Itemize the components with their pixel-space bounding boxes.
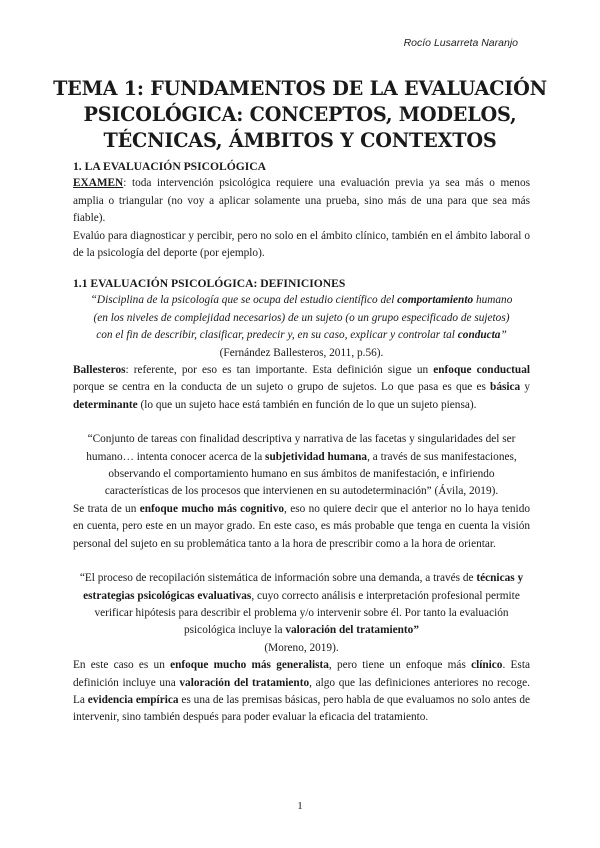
examen-label: EXAMEN [73, 177, 124, 190]
paragraph: EXAMEN: toda intervención psicológica requiere una evaluación previa ya sea más o menos amplia o triangular (no voy a aplicar solamente una prueba, sino más de una para que sea más fiable). [73, 177, 530, 225]
paragraph: En este caso es un enfoque mucho más generalista, pero tiene un enfoque más clínico. Esta definición incluye una valoración del tratamiento, algo que las definiciones anteriores no recoge. La evidencia empírica es una de las premisas básicas, pero habla de que evaluamos no solo antes de intervenir, sino también después para poder evaluar la eficacia del tratamiento. [73, 659, 530, 724]
title-line: TÉCNICAS, ÁMBITOS Y CONTEXTOS [103, 129, 497, 152]
paragraph: Evalúo para diagnosticar y percibir, pero no solo en el ámbito clínico, también en el ámbito laboral o de la psicología del deporte (por ejemplo). [73, 229, 530, 260]
section-1-1 [73, 275, 530, 727]
quote-2: “Conjunto de tareas con finalidad descriptiva y narrativa de las facetas y singularidades del ser humano… intenta conocer acerca de la subjetividad humana, a través de sus manifestaciones, observando el comportamiento humano en sus ámbitos de manifestación, e infiriendo características de los procesos que intervienen en su autodeterminación” (Ávila, 2019). [86, 433, 517, 498]
section-1 [73, 158, 530, 262]
quote-3: “El proceso de recopilación sistemática de información sobre una demanda, a través de técnicas y estrategias psicológicas evaluativas, cuyo correcto análisis e interpretación profesional permite verificar hipótesis para describir el problema y/o intervenir sobre él. Por tanto la evaluación psicológica incluye la valoración del tratamiento” [79, 572, 524, 637]
paragraph: Ballesteros: referente, por eso es tan importante. Esta definición sigue un enfoque conductual porque se centra en la conducta de un sujeto o grupo de sujetos. Lo que pasa es que es básica y determinante (lo que un sujeto hace está también en función de lo que un sujeto piensa). [73, 364, 530, 411]
title-line: PSICOLÓGICA: CONCEPTOS, MODELOS, [83, 103, 517, 126]
page-number: 1 [297, 800, 303, 812]
quote-1: “Disciplina de la psicología que se ocupa del estudio científico del comportamiento humano (en los niveles de complejidad necesarios) de un sujeto (o un grupo especificado de sujetos) con el fin de describir, clasificar, predecir y, en su caso, explicar y controlar tal conducta” (Fernández Ballesteros, 2011, p.56). [90, 294, 513, 359]
section-heading: 1. LA EVALUACIÓN PSICOLÓGICA [73, 160, 267, 173]
paragraph: Se trata de un enfoque mucho más cognitivo, eso no quiere decir que el anterior no lo haya tenido en cuenta, pero este en un mayor grado. En este caso, es más probable que tenga en cuenta la visión personal del sujeto en su problemática tanto a la hora de prescribir como a la hora de orientar. [73, 502, 530, 550]
page-title [40, 76, 560, 154]
section-heading: 1.1 EVALUACIÓN PSICOLÓGICA: DEFINICIONES [73, 277, 346, 290]
quote-3-citation: (Moreno, 2019). [264, 641, 339, 654]
author-name: Rocío Lusarreta Naranjo [403, 37, 518, 49]
title-line: TEMA 1: FUNDAMENTOS DE LA EVALUACIÓN [53, 77, 547, 100]
